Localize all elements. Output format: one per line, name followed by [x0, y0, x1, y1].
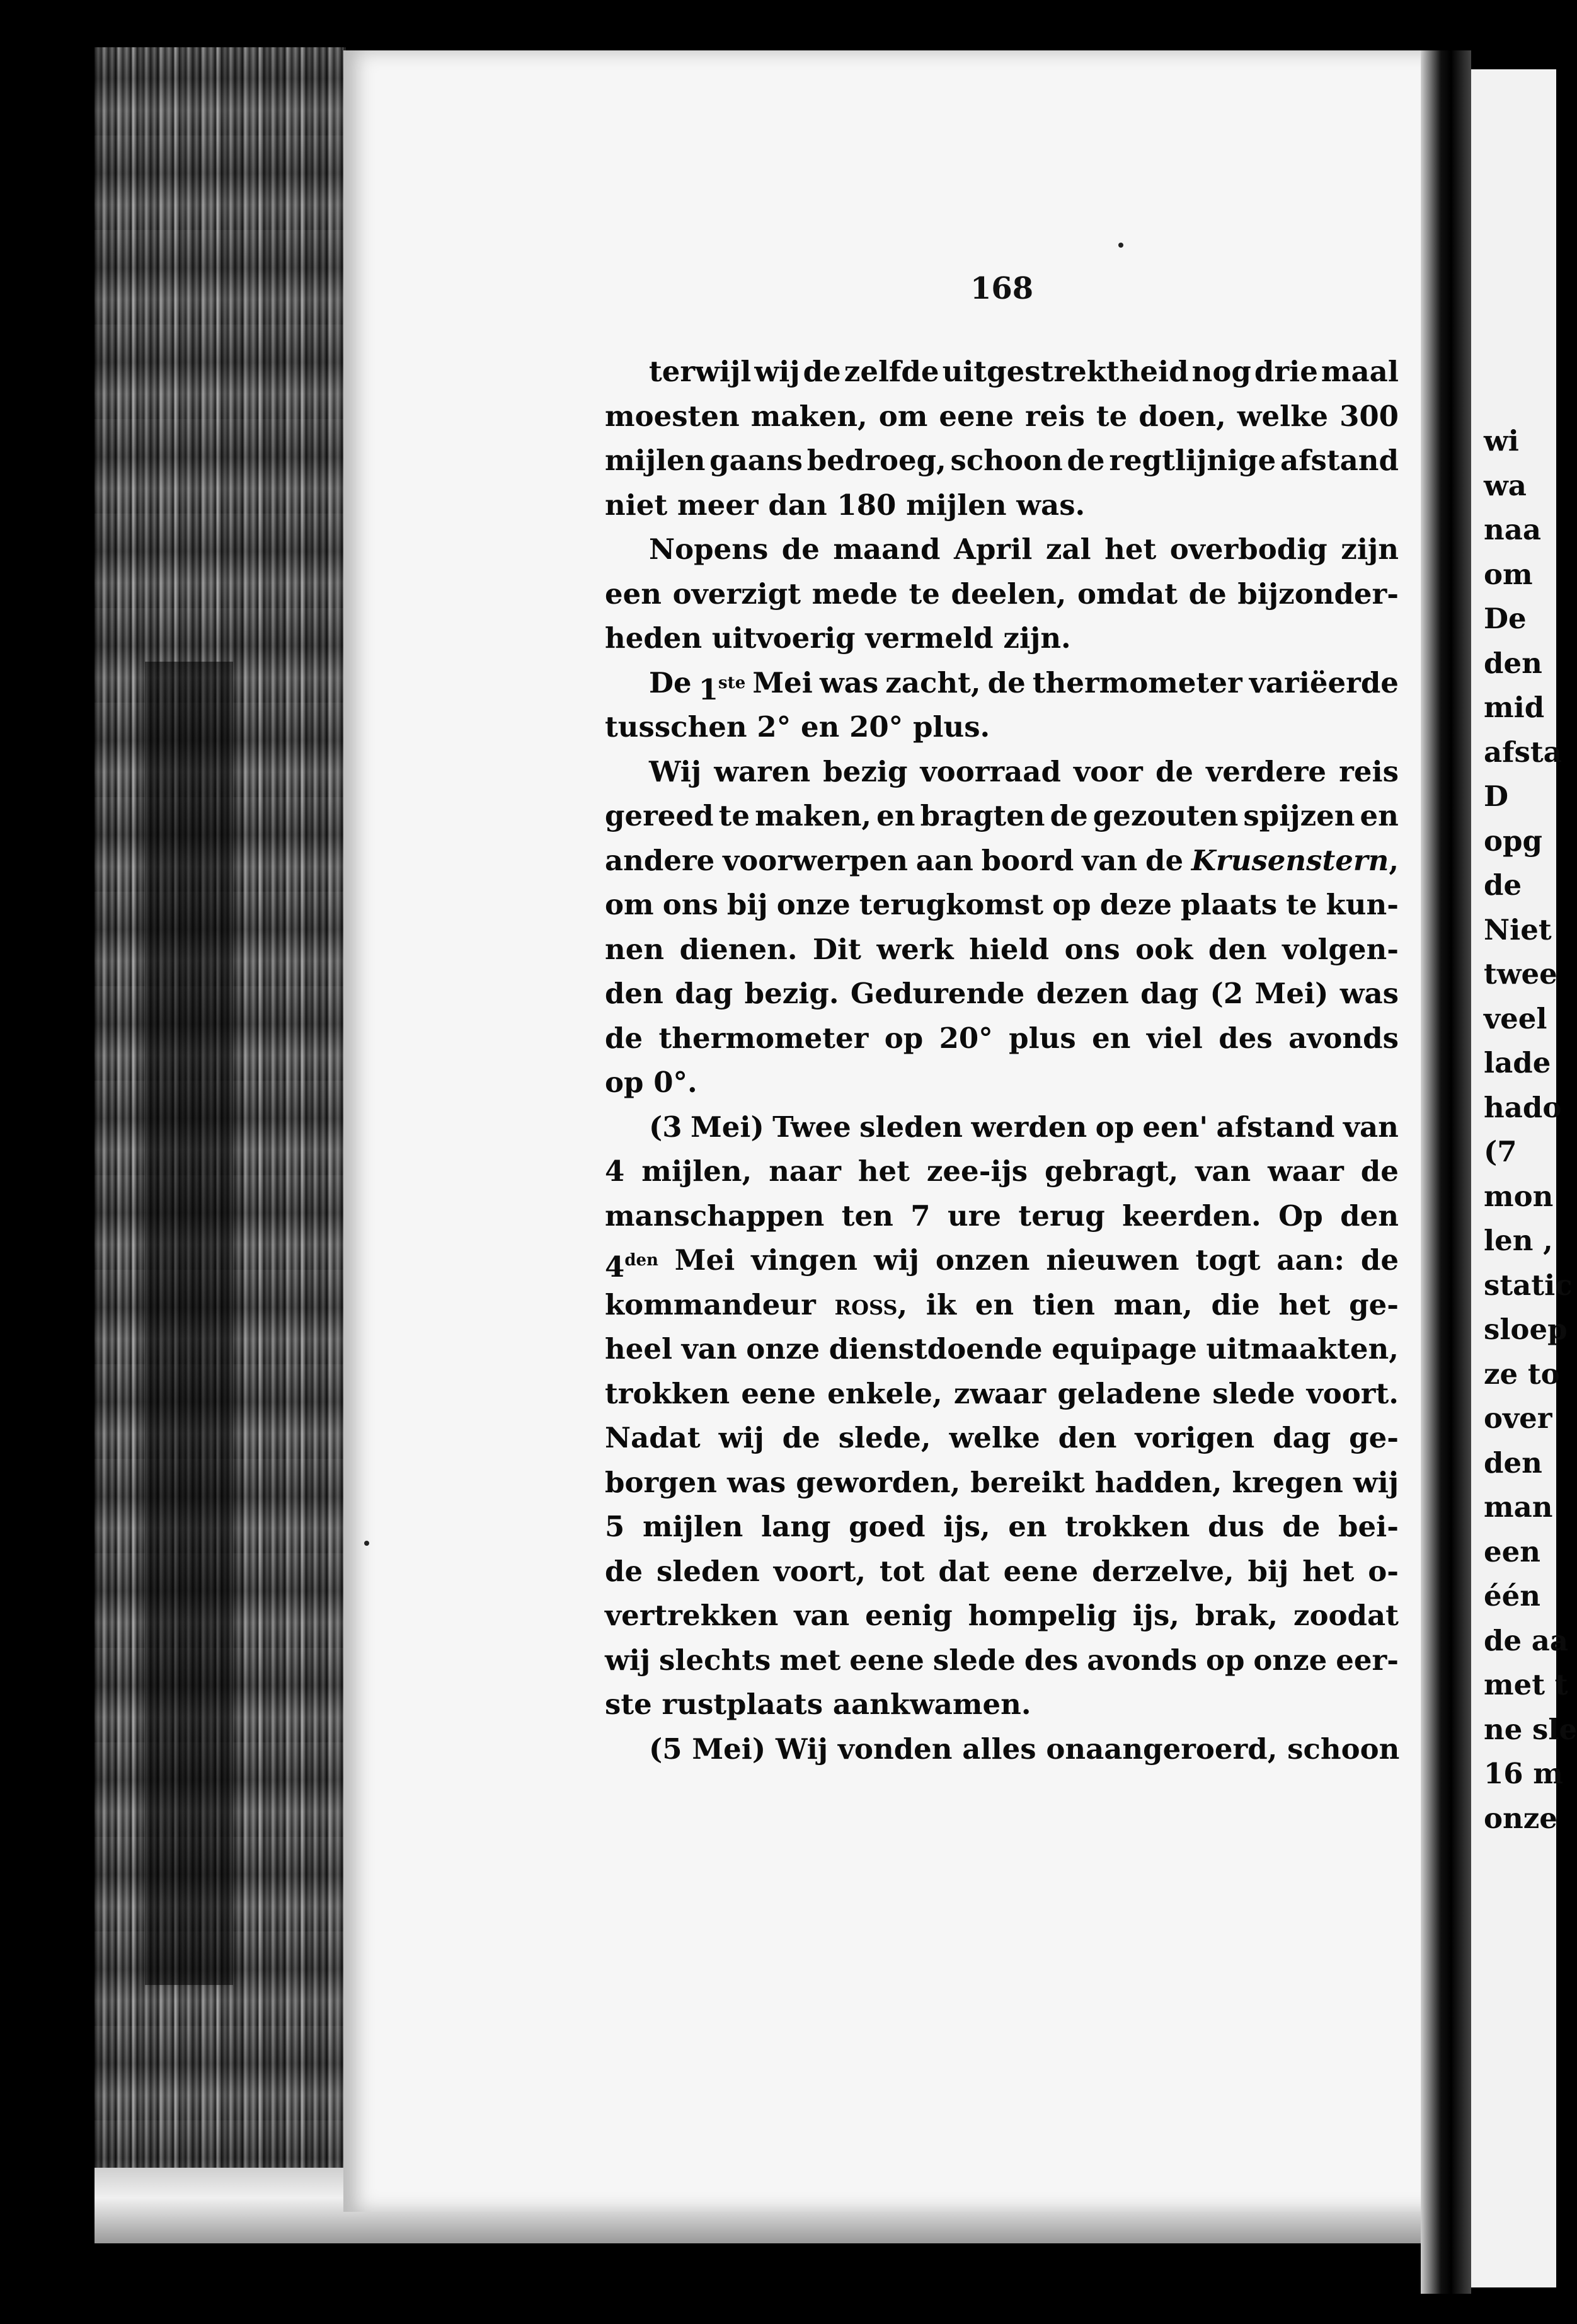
right-page-fragment: veel [1484, 1001, 1547, 1035]
right-page-fragment: onze [1484, 1801, 1557, 1835]
text-line: den dag bezig. Gedurende dezen dag (2 Mei) was [605, 977, 1399, 1010]
text-line: kommandeur ross, ik en tien man, die het ge- [605, 1287, 1399, 1321]
speck [364, 1541, 369, 1546]
right-page-fragment: één [1484, 1579, 1540, 1613]
right-page-fragment: de aa [1484, 1623, 1569, 1657]
text-line: andere voorwerpen aan boord van de Krusenstern, [605, 843, 1399, 877]
right-page-fragment: mid [1484, 691, 1545, 724]
text-line: heden uitvoerig vermeld zijn. [605, 621, 1071, 655]
right-page-fragment: Niet [1484, 912, 1552, 946]
right-page-fragment: sloep [1484, 1313, 1568, 1346]
right-page-fragment: opg [1484, 824, 1542, 858]
right-page-fragment: ne sle [1484, 1712, 1577, 1746]
right-page-fragment: man [1484, 1490, 1553, 1524]
page-edge-shadow [145, 662, 233, 1985]
text-line: De 1ste Mei was zacht, de thermometer variëerde [649, 665, 1399, 706]
scan-border-top [0, 0, 1556, 50]
right-page-fragment: 16 m [1484, 1757, 1563, 1790]
text-line: om ons bij onze terugkomst op deze plaats te kun- [605, 888, 1399, 921]
page-number: 168 [970, 271, 1034, 306]
text-line: mijlen gaans bedroeg, schoon de regtlijnige afstand [605, 444, 1399, 477]
text-line: wij slechts met eene slede des avonds op onze eer- [605, 1643, 1399, 1677]
right-page-fragment: naa [1484, 513, 1542, 546]
right-page-text [1484, 419, 1577, 1841]
right-page-fragment: over [1484, 1401, 1552, 1435]
text-line: ste rustplaats aankwamen. [605, 1688, 1031, 1721]
text-line: niet meer dan 180 mijlen was. [605, 488, 1086, 522]
text-line: moesten maken, om eene reis te doen, welke 300 [605, 399, 1399, 433]
text-line: een overzigt mede te deelen, omdat de bijzonder- [605, 577, 1399, 611]
text-line: manschappen ten 7 ure terug keerden. Op den [605, 1199, 1399, 1233]
right-page-fragment: De [1484, 602, 1527, 635]
right-page-fragment: lade [1484, 1046, 1551, 1079]
text-line: op 0°. [605, 1066, 697, 1099]
text-line: terwijl wij de zelfde uitgestrektheid nog drie maal [649, 355, 1399, 388]
right-page-fragment: len , [1484, 1224, 1553, 1257]
page-text [605, 350, 1399, 1771]
text-line: borgen was geworden, bereikt hadden, kregen wij [605, 1465, 1399, 1499]
text-line: Wij waren bezig voorraad voor de verdere reis [649, 754, 1399, 788]
right-page [1471, 69, 1577, 2287]
right-page-fragment: om [1484, 557, 1533, 591]
text-line: 5 mijlen lang goed ijs, en trokken dus de bei- [605, 1510, 1399, 1543]
text-line: nen dienen. Dit werk hield ons ook den volgen- [605, 932, 1399, 966]
right-page-fragment: (7 [1484, 1135, 1517, 1168]
right-page-fragment: hado [1484, 1090, 1562, 1124]
right-page-fragment: wa [1484, 468, 1527, 502]
right-page-fragment: met t [1484, 1668, 1568, 1701]
right-page-fragment: static [1484, 1268, 1573, 1302]
text-line: gereed te maken, en bragten de gezouten spijzen en [605, 799, 1399, 832]
text-line: tusschen 2° en 20° plus. [605, 710, 990, 744]
right-page-fragment: ze to [1484, 1357, 1560, 1391]
text-line: (5 Mei) Wij vonden alles onaangeroerd, schoon [649, 1732, 1400, 1766]
text-line: de thermometer op 20° plus en viel des avonds [605, 1021, 1399, 1055]
right-page-fragment: wi [1484, 424, 1519, 457]
right-page-fragment: den [1484, 1446, 1542, 1480]
right-page-fragment: de [1484, 868, 1522, 902]
text-line: $4^{den}$ Mei vingen wij onzen nieuwen togt aan: de [605, 1243, 1399, 1284]
text-line: de sleden voort, tot dat eene derzelve, bij het o- [605, 1554, 1399, 1588]
text-line: vertrekken van eenig hompelig ijs, brak, zoodat [605, 1599, 1399, 1632]
text-line: Nadat wij de slede, welke den vorigen dag ge- [605, 1421, 1399, 1454]
right-page-fragment: D [1484, 779, 1509, 813]
right-page-fragment: afsta [1484, 735, 1562, 769]
speck [1118, 243, 1123, 248]
text-line: trokken eene enkele, zwaar geladene slede voort. [605, 1376, 1399, 1410]
right-page-fragment: twee [1484, 957, 1557, 991]
text-line: heel van onze dienstdoende equipage uitmaakten, [605, 1332, 1399, 1366]
right-page-fragment: een [1484, 1534, 1540, 1568]
text-line: (3 Mei) Twee sleden werden op een' afstand van [649, 1110, 1399, 1144]
book-gutter [1421, 50, 1471, 2294]
right-page-fragment: den [1484, 646, 1542, 680]
text-line: 4 mijlen, naar het zee-ijs gebragt, van waar de [605, 1154, 1399, 1188]
right-page-fragment: mon [1484, 1179, 1554, 1213]
text-line: Nopens de maand April zal het overbodig zijn [649, 532, 1399, 566]
